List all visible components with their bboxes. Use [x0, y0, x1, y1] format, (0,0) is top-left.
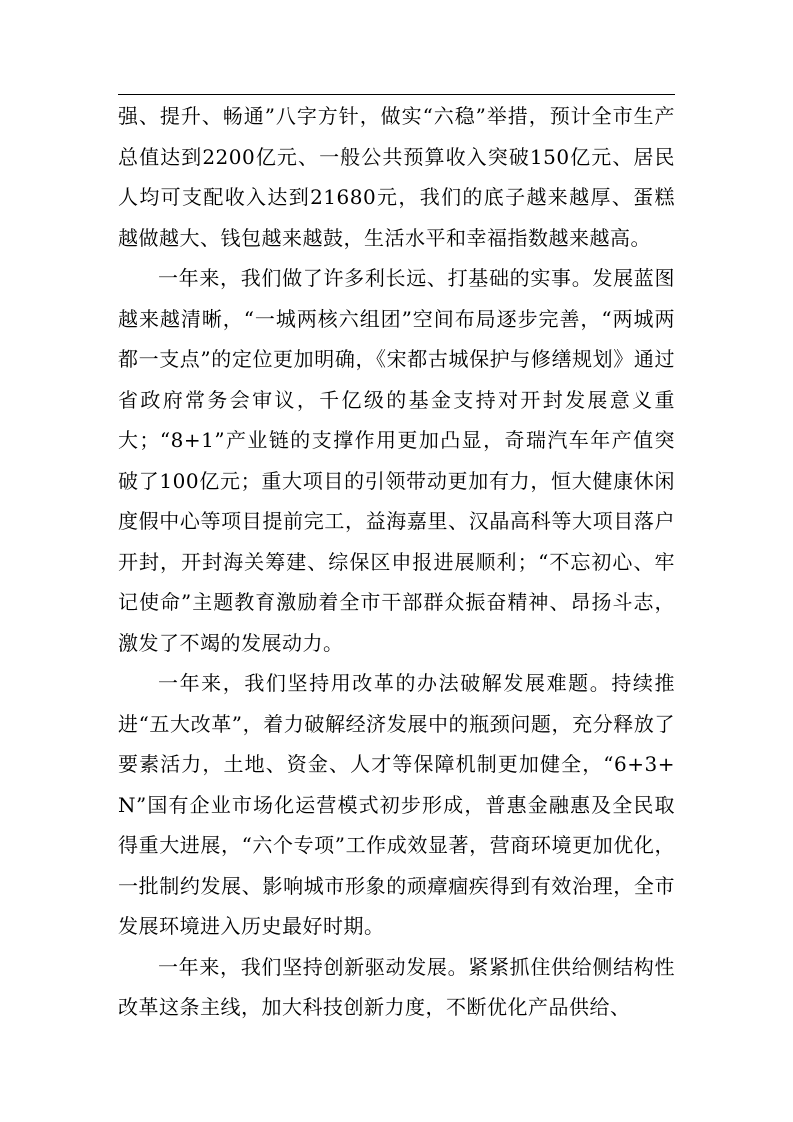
paragraph-continuation: 强、提升、畅通”八字方针，做实“六稳”举措，预计全市生产总值达到2200亿元、一般公共预算收入突破150亿元、居民人均可支配收入达到21680元，我们的底子越来越厚、蛋糕越做越大、钱包越来越鼓，生活水平和幸福指数越来越高。: [118, 104, 675, 250]
paragraph: 一年来，我们坚持用改革的办法破解发展难题。持续推进“五大改革”，着力破解经济发展中的瓶颈问题，充分释放了要素活力，土地、资金、人才等保障机制更加健全，“6+3+N”国有企业市场化运营模式初步形成，普惠金融惠及全民取得重大进展，“六个专项”工作成效显著，营商环境更加优化，一批制约发展、影响城市形象的顽瘴痼疾得到有效治理，全市发展环境进入历史最好时期。: [118, 671, 675, 938]
header-rule: [118, 94, 675, 95]
paragraph: 一年来，我们做了许多利长远、打基础的实事。发展蓝图越来越清晰，“一城两核六组团”空间布局逐步完善，“两城两都一支点”的定位更加明确，《宋都古城保护与修缮规划》通过省政府常务会审议，千亿级的基金支持对开封发展意义重大；“8+1”产业链的支撑作用更加凸显，奇瑞汽车年产值突破了100亿元；重大项目的引领带动更加有力，恒大健康休闲度假中心等项目提前完工，益海嘉里、汉晶高科等大项目落户开封，开封海关筹建、综保区申报进展顺利；“不忘初心、牢记使命”主题教育激励着全市干部群众振奋精神、昂扬斗志，激发了不竭的发展动力。: [118, 266, 675, 655]
paragraph: 一年来，我们坚持创新驱动发展。紧紧抓住供给侧结构性改革这条主线，加大科技创新力度，不断优化产品供给、: [118, 954, 675, 1019]
document-body: [118, 96, 675, 1028]
